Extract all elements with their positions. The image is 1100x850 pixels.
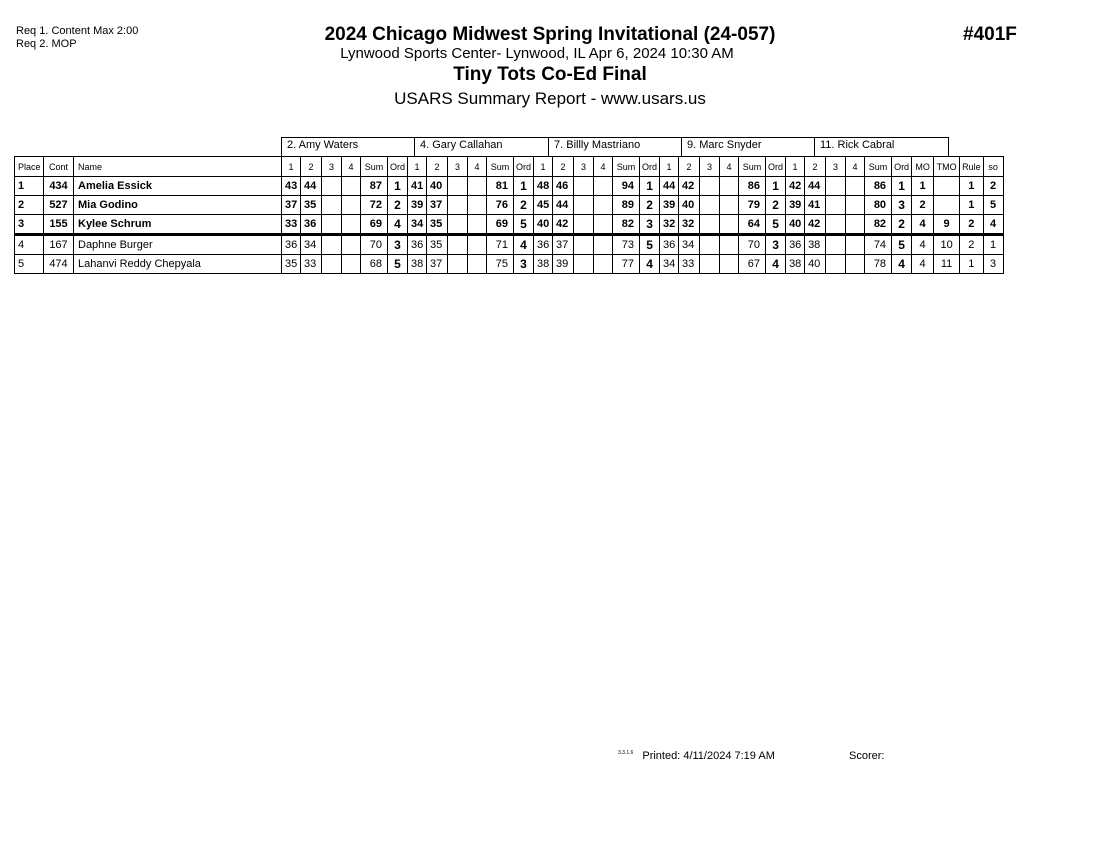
column-header-score: 4 <box>468 157 487 177</box>
ordinal-cell: 5 <box>388 255 408 274</box>
event-number: #401F <box>963 24 1017 45</box>
column-header-score: 1 <box>282 157 301 177</box>
sum-cell: 82 <box>865 215 892 235</box>
score-cell: 33 <box>301 255 322 274</box>
sum-cell: 73 <box>613 235 640 255</box>
rule-cell: 1 <box>960 177 984 196</box>
ordinal-cell: 5 <box>514 215 534 235</box>
score-cell <box>468 235 487 255</box>
score-cell: 36 <box>408 235 427 255</box>
contestant-name-cell: Lahanvi Reddy Chepyala <box>74 255 282 274</box>
sum-cell: 70 <box>361 235 388 255</box>
column-header-tmo: TMO <box>934 157 960 177</box>
score-cell <box>594 255 613 274</box>
score-cell <box>322 215 342 235</box>
judge-name: 4. Gary Callahan <box>414 137 549 156</box>
column-header-score: 1 <box>660 157 679 177</box>
score-cell <box>342 196 361 215</box>
sum-cell: 71 <box>487 235 514 255</box>
sum-cell: 64 <box>739 215 766 235</box>
printed-timestamp: Printed: 4/11/2024 7:19 AM <box>642 750 775 762</box>
sum-cell: 79 <box>739 196 766 215</box>
score-cell: 37 <box>427 196 448 215</box>
requirement-text: Content Max 2:00 <box>51 25 139 37</box>
sum-cell: 69 <box>361 215 388 235</box>
score-cell: 45 <box>534 196 553 215</box>
column-header-score: Ord <box>892 157 912 177</box>
score-cell: 43 <box>282 177 301 196</box>
score-cell: 33 <box>679 255 700 274</box>
score-cell: 40 <box>427 177 448 196</box>
score-cell: 38 <box>408 255 427 274</box>
score-cell: 34 <box>679 235 700 255</box>
score-cell: 39 <box>660 196 679 215</box>
score-cell: 40 <box>786 215 805 235</box>
judge-name: 7. Billly Mastriano <box>548 137 682 156</box>
score-cell <box>468 255 487 274</box>
score-cell: 36 <box>660 235 679 255</box>
sum-cell: 82 <box>613 215 640 235</box>
score-cell: 37 <box>553 235 574 255</box>
column-header-score: Sum <box>865 157 892 177</box>
printed-info <box>618 750 775 762</box>
score-cell <box>846 177 865 196</box>
table-row <box>15 255 1004 274</box>
score-cell: 44 <box>805 177 826 196</box>
score-cell <box>322 196 342 215</box>
column-header-score: 3 <box>574 157 594 177</box>
score-cell <box>448 235 468 255</box>
contestant-number-cell: 155 <box>44 215 74 235</box>
score-cell <box>448 255 468 274</box>
ordinal-cell: 4 <box>640 255 660 274</box>
column-header-score: 3 <box>448 157 468 177</box>
score-cell <box>700 177 720 196</box>
report-name: USARS Summary Report - www.usars.us <box>394 89 706 108</box>
score-cell <box>594 235 613 255</box>
score-cell: 36 <box>534 235 553 255</box>
sum-cell: 81 <box>487 177 514 196</box>
score-cell <box>448 215 468 235</box>
score-cell: 38 <box>805 235 826 255</box>
sum-cell: 70 <box>739 235 766 255</box>
so-cell: 4 <box>983 215 1003 235</box>
score-cell <box>846 215 865 235</box>
score-cell: 40 <box>805 255 826 274</box>
score-cell <box>846 196 865 215</box>
results-table <box>14 156 1004 274</box>
header-row <box>15 157 1004 177</box>
score-cell: 39 <box>786 196 805 215</box>
score-cell: 40 <box>679 196 700 215</box>
ordinal-cell: 1 <box>388 177 408 196</box>
so-cell: 1 <box>983 235 1003 255</box>
score-cell <box>826 196 846 215</box>
column-header-score: Sum <box>487 157 514 177</box>
column-header-place: Place <box>15 157 44 177</box>
table-row <box>15 215 1004 235</box>
sum-cell: 67 <box>739 255 766 274</box>
score-cell <box>574 235 594 255</box>
score-cell <box>342 255 361 274</box>
score-cell <box>342 235 361 255</box>
score-cell: 37 <box>427 255 448 274</box>
sum-cell: 77 <box>613 255 640 274</box>
sum-cell: 80 <box>865 196 892 215</box>
tmo-cell <box>934 177 960 196</box>
score-cell <box>826 255 846 274</box>
score-cell <box>468 215 487 235</box>
contestant-name-cell: Daphne Burger <box>74 235 282 255</box>
column-header-score: Ord <box>514 157 534 177</box>
column-header-mo: MO <box>912 157 934 177</box>
score-cell: 40 <box>534 215 553 235</box>
mo-cell: 4 <box>912 255 934 274</box>
score-cell <box>594 196 613 215</box>
column-header-score: 2 <box>301 157 322 177</box>
tmo-cell: 10 <box>934 235 960 255</box>
score-cell <box>574 255 594 274</box>
column-header-score: 1 <box>534 157 553 177</box>
score-cell <box>846 235 865 255</box>
score-cell <box>342 177 361 196</box>
score-cell <box>720 235 739 255</box>
sum-cell: 86 <box>865 177 892 196</box>
column-header-score: Ord <box>640 157 660 177</box>
column-header-score: Sum <box>361 157 388 177</box>
score-cell: 36 <box>301 215 322 235</box>
ordinal-cell: 5 <box>766 215 786 235</box>
sum-cell: 75 <box>487 255 514 274</box>
score-cell: 34 <box>660 255 679 274</box>
score-cell <box>826 235 846 255</box>
score-cell: 48 <box>534 177 553 196</box>
place-cell: 1 <box>15 177 44 196</box>
score-cell <box>720 255 739 274</box>
score-cell <box>720 196 739 215</box>
sum-cell: 74 <box>865 235 892 255</box>
ordinal-cell: 2 <box>388 196 408 215</box>
column-header-name: Name <box>74 157 282 177</box>
score-cell <box>594 177 613 196</box>
ordinal-cell: 3 <box>766 235 786 255</box>
scorer-label: Scorer: <box>849 750 885 762</box>
ordinal-cell: 3 <box>388 235 408 255</box>
score-cell <box>700 255 720 274</box>
tmo-cell: 9 <box>934 215 960 235</box>
score-cell <box>720 215 739 235</box>
judge-name: 11. Rick Cabral <box>814 137 949 156</box>
score-cell: 44 <box>660 177 679 196</box>
column-header-score: 3 <box>826 157 846 177</box>
score-cell: 35 <box>301 196 322 215</box>
requirement-label: Req 1. <box>16 25 49 37</box>
column-header-cont: Cont <box>44 157 74 177</box>
score-cell <box>826 177 846 196</box>
rule-cell: 1 <box>960 196 984 215</box>
score-cell: 42 <box>553 215 574 235</box>
contestant-name-cell: Mia Godino <box>74 196 282 215</box>
sum-cell: 72 <box>361 196 388 215</box>
score-cell <box>342 215 361 235</box>
score-cell <box>846 255 865 274</box>
score-cell <box>720 177 739 196</box>
score-cell: 44 <box>553 196 574 215</box>
rule-cell: 1 <box>960 255 984 274</box>
event-name: Tiny Tots Co-Ed Final <box>453 64 647 85</box>
contestant-number-cell: 167 <box>44 235 74 255</box>
score-cell <box>826 215 846 235</box>
score-cell: 42 <box>679 177 700 196</box>
contestant-name-cell: Kylee Schrum <box>74 215 282 235</box>
sum-cell: 89 <box>613 196 640 215</box>
score-cell: 35 <box>427 235 448 255</box>
rule-cell: 2 <box>960 215 984 235</box>
score-cell: 46 <box>553 177 574 196</box>
contestant-number-cell: 474 <box>44 255 74 274</box>
column-header-so: so <box>983 157 1003 177</box>
judge-name: 2. Amy Waters <box>281 137 415 156</box>
ordinal-cell: 3 <box>514 255 534 274</box>
place-cell: 4 <box>15 235 44 255</box>
column-header-score: Sum <box>613 157 640 177</box>
ordinal-cell: 4 <box>388 215 408 235</box>
place-cell: 2 <box>15 196 44 215</box>
ordinal-cell: 4 <box>766 255 786 274</box>
score-cell: 33 <box>282 215 301 235</box>
score-cell: 35 <box>427 215 448 235</box>
contestant-number-cell: 434 <box>44 177 74 196</box>
requirement-label: Req 2. <box>16 38 49 50</box>
sum-cell: 68 <box>361 255 388 274</box>
score-cell: 36 <box>786 235 805 255</box>
ordinal-cell: 1 <box>514 177 534 196</box>
score-cell <box>322 177 342 196</box>
column-header-score: 2 <box>427 157 448 177</box>
score-cell: 42 <box>786 177 805 196</box>
ordinal-cell: 2 <box>892 215 912 235</box>
score-cell <box>574 215 594 235</box>
ordinal-cell: 2 <box>766 196 786 215</box>
requirement-text: MOP <box>51 38 77 50</box>
column-header-score: 2 <box>553 157 574 177</box>
score-cell: 32 <box>660 215 679 235</box>
judge-name: 9. Marc Snyder <box>681 137 815 156</box>
score-cell <box>700 196 720 215</box>
score-cell <box>594 215 613 235</box>
column-header-score: 4 <box>342 157 361 177</box>
score-cell: 39 <box>553 255 574 274</box>
score-cell <box>448 196 468 215</box>
score-cell <box>468 196 487 215</box>
score-cell: 38 <box>534 255 553 274</box>
sum-cell: 94 <box>613 177 640 196</box>
score-cell <box>700 215 720 235</box>
tmo-cell <box>934 196 960 215</box>
rule-cell: 2 <box>960 235 984 255</box>
score-cell: 42 <box>805 215 826 235</box>
place-cell: 5 <box>15 255 44 274</box>
mo-cell: 1 <box>912 177 934 196</box>
score-cell: 36 <box>282 235 301 255</box>
column-header-score: 4 <box>846 157 865 177</box>
column-header-score: Ord <box>766 157 786 177</box>
so-cell: 3 <box>983 255 1003 274</box>
version-mark: 3.3.1.6 <box>618 750 634 756</box>
venue-line: Lynwood Sports Center- Lynwood, IL Apr 6, 2024 10:30 AM <box>340 45 734 62</box>
ordinal-cell: 1 <box>766 177 786 196</box>
score-cell: 35 <box>282 255 301 274</box>
column-header-score: 4 <box>720 157 739 177</box>
column-header-rule: Rule <box>960 157 984 177</box>
contestant-number-cell: 527 <box>44 196 74 215</box>
ordinal-cell: 4 <box>892 255 912 274</box>
column-header-score: 2 <box>679 157 700 177</box>
so-cell: 5 <box>983 196 1003 215</box>
sum-cell: 86 <box>739 177 766 196</box>
ordinal-cell: 2 <box>640 196 660 215</box>
ordinal-cell: 1 <box>640 177 660 196</box>
score-cell <box>322 255 342 274</box>
ordinal-cell: 1 <box>892 177 912 196</box>
score-cell: 41 <box>805 196 826 215</box>
so-cell: 2 <box>983 177 1003 196</box>
sum-cell: 78 <box>865 255 892 274</box>
table-row <box>15 235 1004 255</box>
table-row <box>15 177 1004 196</box>
column-header-score: Ord <box>388 157 408 177</box>
score-cell: 37 <box>282 196 301 215</box>
sum-cell: 69 <box>487 215 514 235</box>
column-header-score: 4 <box>594 157 613 177</box>
ordinal-cell: 4 <box>514 235 534 255</box>
score-cell <box>468 177 487 196</box>
column-header-score: 2 <box>805 157 826 177</box>
ordinal-cell: 3 <box>640 215 660 235</box>
place-cell: 3 <box>15 215 44 235</box>
table-row <box>15 196 1004 215</box>
mo-cell: 2 <box>912 196 934 215</box>
score-cell: 38 <box>786 255 805 274</box>
score-cell: 32 <box>679 215 700 235</box>
score-cell: 34 <box>301 235 322 255</box>
score-cell: 34 <box>408 215 427 235</box>
score-cell <box>322 235 342 255</box>
score-cell <box>574 196 594 215</box>
column-header-score: 3 <box>700 157 720 177</box>
mo-cell: 4 <box>912 215 934 235</box>
column-header-score: Sum <box>739 157 766 177</box>
competition-title: 2024 Chicago Midwest Spring Invitational (24-057) <box>324 24 776 45</box>
score-cell: 44 <box>301 177 322 196</box>
column-header-score: 3 <box>322 157 342 177</box>
ordinal-cell: 2 <box>514 196 534 215</box>
ordinal-cell: 5 <box>640 235 660 255</box>
score-cell: 39 <box>408 196 427 215</box>
sum-cell: 76 <box>487 196 514 215</box>
mo-cell: 4 <box>912 235 934 255</box>
score-cell <box>574 177 594 196</box>
ordinal-cell: 5 <box>892 235 912 255</box>
tmo-cell: 11 <box>934 255 960 274</box>
contestant-name-cell: Amelia Essick <box>74 177 282 196</box>
column-header-score: 1 <box>408 157 427 177</box>
score-cell <box>448 177 468 196</box>
ordinal-cell: 3 <box>892 196 912 215</box>
score-cell <box>700 235 720 255</box>
sum-cell: 87 <box>361 177 388 196</box>
score-cell: 41 <box>408 177 427 196</box>
column-header-score: 1 <box>786 157 805 177</box>
